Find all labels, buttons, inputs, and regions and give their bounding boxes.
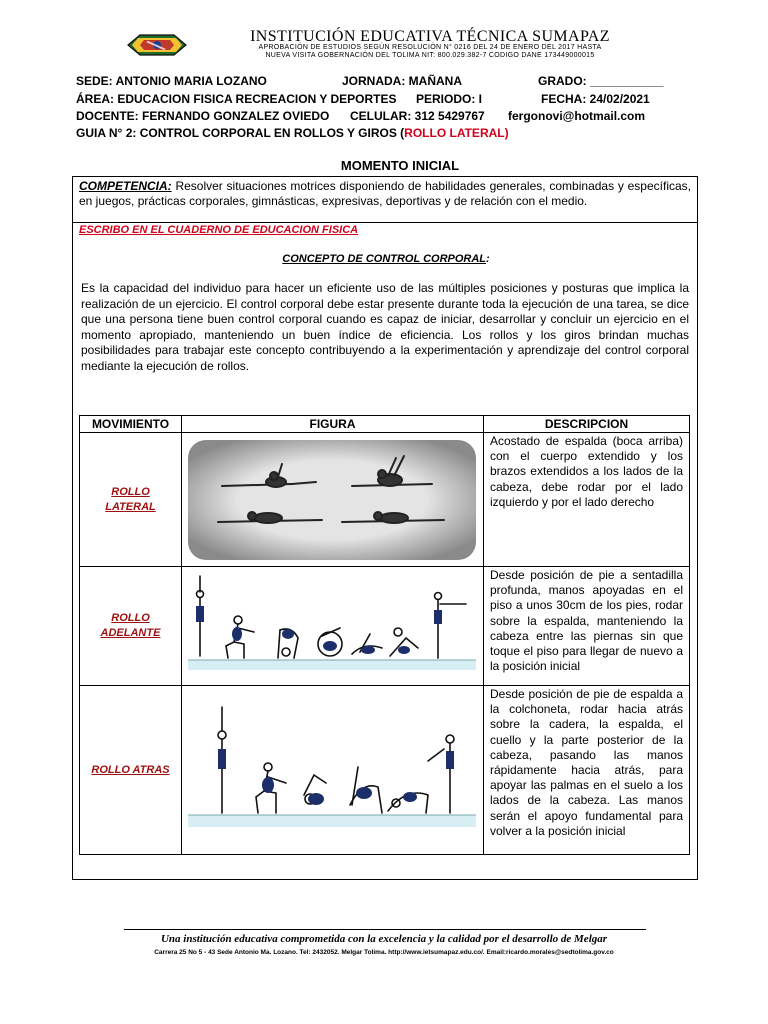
escribo-heading: ESCRIBO EN EL CUADERNO DE EDUCACION FISICA — [79, 224, 359, 236]
header-movimiento: MOVIMIENTO — [80, 416, 182, 433]
table-row — [80, 686, 690, 855]
movement-name: ROLLO ADELANTE — [80, 567, 182, 686]
figure-cell — [182, 686, 484, 855]
competencia-text: Resolver situaciones motrices disponiendo de habilidades generales, combinadas y específicas, en juegos, prácticas corporales, gimnásticas, expresivas, deportivas y de relación con el medio. — [79, 179, 691, 208]
celular-text: CELULAR: 312 5429767 — [350, 109, 485, 123]
footer-address: Carrera 25 No 5 - 43 Sede Antonio Ma. Lozano. Tel: 2432052. Melgar Tolima. http://www.ietsumapaz.edu.co/. Email:ricardo.morales@sedtolima.gov.co — [154, 949, 614, 956]
concepto-title-colon: : — [486, 253, 490, 265]
approval-line: APROBACIÓN DE ESTUDIOS SEGÚN RESOLUCIÓN N° 0216 DEL 24 DE ENERO DEL 2017 HASTA — [258, 44, 602, 51]
jornada-text: JORNADA: MAÑANA — [342, 74, 462, 88]
institution-logo-icon — [126, 32, 188, 58]
footer-motto: Una institución educativa comprometida con la excelencia y la calidad por el desarrollo de Melgar — [160, 933, 608, 945]
rollo-adelante-illustration — [182, 568, 482, 685]
email-text: fergonovi@hotmail.com — [508, 109, 646, 123]
area-text: ÁREA: EDUCACION FISICA RECREACION Y DEPORTES — [76, 92, 397, 106]
footer-rule — [124, 929, 646, 930]
header-figura: FIGURA — [182, 416, 484, 433]
movement-description: Acostado de espalda (boca arriba) con el cuerpo extendido y los brazos extendidos a los lados de la cabeza, debe rodar por el lado izquierdo y por el lado derecho — [484, 433, 690, 567]
guia-text — [76, 126, 509, 140]
movements-table — [79, 415, 690, 855]
fecha-text: FECHA: 24/02/2021 — [541, 92, 650, 106]
competencia-label: COMPETENCIA: — [79, 179, 172, 193]
competencia-block — [79, 179, 691, 209]
table-row — [80, 433, 690, 567]
concepto-title — [73, 253, 699, 265]
movement-description: Desde posición de pie a sentadilla profunda, manos apoyadas en el piso a unos 30cm de los pies, rodar sobre la espalda, manteniendo la cabeza entre las piernas sin que toque el piso para llegar de nuevo a la posición inicial — [484, 567, 690, 686]
grado-text: GRADO: ___________ — [538, 74, 664, 88]
movement-name: ROLLO ATRAS — [80, 686, 182, 855]
sede-text: SEDE: ANTONIO MARIA LOZANO — [76, 74, 267, 88]
periodo-text: PERIODO: I — [416, 92, 483, 106]
figure-cell — [182, 433, 484, 567]
divider — [73, 222, 697, 223]
table-row — [80, 567, 690, 686]
institution-name: INSTITUCIÓN EDUCATIVA TÉCNICA SUMAPAZ — [250, 28, 610, 45]
concepto-title-text: CONCEPTO DE CONTROL CORPORAL — [282, 253, 487, 265]
guia-highlight: ROLLO LATERAL) — [404, 126, 509, 140]
concepto-paragraph: Es la capacidad del individuo para hacer un eficiente uso de las múltiples posiciones y posturas que implica la realización de un ejercicio. El control corporal debe estar presente durante toda la ejecución de una tarea, se dice que una persona tiene buen control corporal cuando es capaz de iniciar, desarrollar y concluir un ejercicio en el momento apropiado, manteniendo un buen índice de eficiencia. Los rollos y los giros brindan muchas posibilidades para trabajar este concepto contribuyendo a la experimentación y aprendizaje del control corporal mediante la ejecución de rollos. — [81, 281, 689, 373]
rollo-atras-illustration — [182, 687, 482, 854]
movement-name: ROLLO LATERAL — [80, 433, 182, 567]
header-descripcion: DESCRIPCION — [484, 416, 690, 433]
docente-text: DOCENTE: FERNANDO GONZALEZ OVIEDO — [76, 109, 330, 123]
registration-line: NUEVA VISITA GOBERNACIÓN DEL TOLIMA NIT: 800.029.382-7 CODIGO DANE 173449000015 — [265, 52, 595, 59]
section-title: MOMENTO INICIAL — [340, 158, 460, 173]
letterhead — [0, 26, 768, 64]
movement-description: Desde posición de pie de espalda a la colchoneta, rodar hacia atrás sobre la cadera, la espalda, el cuello y la parte posterior de la cabeza, pasando las manos rápidamente hacia atrás, para apoyar las palmas en el suelo a los lados de la cabeza. Las manos serán el apoyo fundamental para volver a la posición inicial — [484, 686, 690, 855]
rollo-lateral-illustration — [182, 434, 482, 566]
figure-cell — [182, 567, 484, 686]
guia-prefix: GUIA N° 2: CONTROL CORPORAL EN ROLLOS Y GIROS ( — [76, 126, 405, 140]
info-row-guia — [76, 126, 509, 140]
table-header-row — [80, 416, 690, 433]
